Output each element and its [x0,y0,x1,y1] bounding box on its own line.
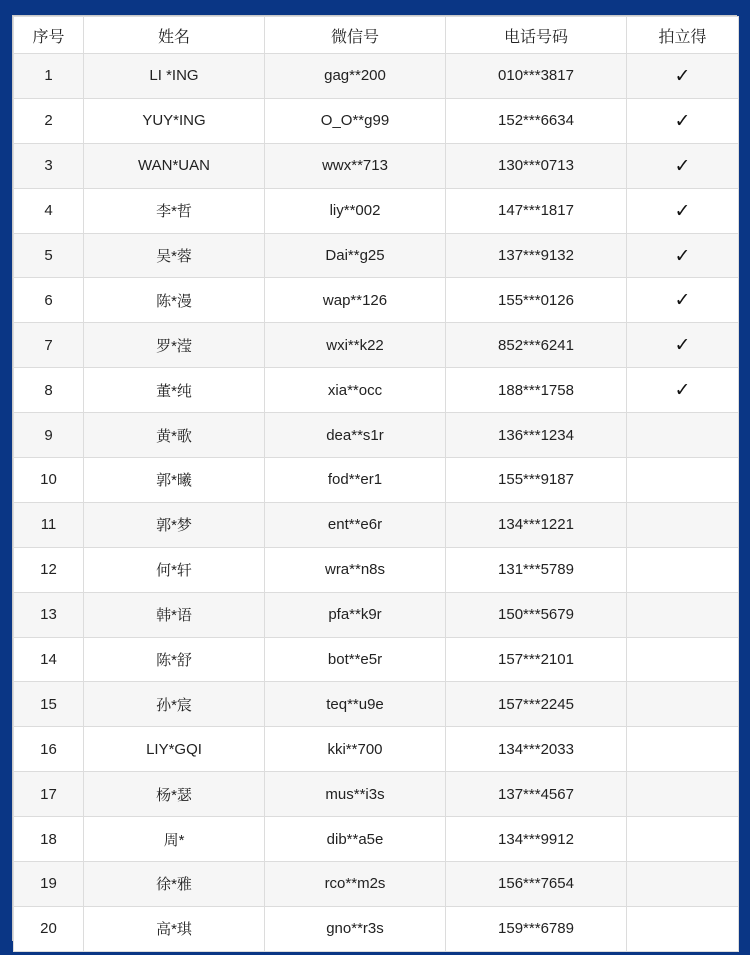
cell-index: 16 [14,727,84,772]
cell-phone: 134***9912 [446,817,627,862]
cell-name: WAN*UAN [84,143,265,188]
cell-name: 郭*梦 [84,502,265,547]
cell-phone: 147***1817 [446,188,627,233]
cell-wechat: Dai**g25 [265,233,446,278]
cell-wechat: dea**s1r [265,413,446,458]
cell-index: 1 [14,54,84,99]
table-row [14,458,739,503]
cell-index: 14 [14,637,84,682]
cell-polaroid [627,323,739,368]
cell-index: 9 [14,413,84,458]
table-row [14,682,739,727]
cell-name: 罗*滢 [84,323,265,368]
cell-polaroid [627,637,739,682]
table-row [14,592,739,637]
table-row [14,637,739,682]
cell-polaroid [627,98,739,143]
cell-phone: 130***0713 [446,143,627,188]
cell-index: 15 [14,682,84,727]
cell-index: 20 [14,906,84,951]
check-icon: ✓ [674,334,691,357]
cell-wechat: wap**126 [265,278,446,323]
check-icon: ✓ [674,244,691,267]
cell-polaroid [627,143,739,188]
cell-wechat: pfa**k9r [265,592,446,637]
cell-polaroid [627,278,739,323]
table-row [14,502,739,547]
cell-polaroid [627,592,739,637]
table-row [14,413,739,458]
cell-phone: 137***9132 [446,233,627,278]
cell-index: 6 [14,278,84,323]
table-row [14,547,739,592]
cell-name: 杨*瑟 [84,772,265,817]
cell-name: 郭*曦 [84,458,265,503]
cell-phone: 852***6241 [446,323,627,368]
cell-polaroid [627,772,739,817]
header-wechat: 微信号 [265,17,446,54]
cell-wechat: rco**m2s [265,862,446,907]
cell-wechat: wwx**713 [265,143,446,188]
cell-phone: 134***2033 [446,727,627,772]
cell-polaroid [627,458,739,503]
cell-wechat: gag**200 [265,54,446,99]
cell-wechat: liy**002 [265,188,446,233]
cell-phone: 152***6634 [446,98,627,143]
header-index: 序号 [14,17,84,54]
table-row [14,323,739,368]
cell-polaroid [627,547,739,592]
table-header-row [14,17,739,54]
cell-wechat: gno**r3s [265,906,446,951]
table-body [14,54,739,952]
cell-name: LIY*GQI [84,727,265,772]
winners-table-frame [12,15,737,941]
table-row [14,368,739,413]
cell-index: 19 [14,862,84,907]
cell-phone: 010***3817 [446,54,627,99]
cell-wechat: ent**e6r [265,502,446,547]
cell-index: 3 [14,143,84,188]
cell-wechat: wxi**k22 [265,323,446,368]
cell-phone: 156***7654 [446,862,627,907]
header-name: 姓名 [84,17,265,54]
cell-index: 7 [14,323,84,368]
cell-index: 12 [14,547,84,592]
cell-name: 陈*漫 [84,278,265,323]
cell-name: 陈*舒 [84,637,265,682]
check-icon: ✓ [674,109,691,132]
cell-name: 董*纯 [84,368,265,413]
cell-name: 韩*语 [84,592,265,637]
check-icon: ✓ [674,154,691,177]
cell-phone: 137***4567 [446,772,627,817]
cell-polaroid [627,727,739,772]
cell-name: 吴*蓉 [84,233,265,278]
cell-polaroid [627,682,739,727]
table-row [14,54,739,99]
table-row [14,772,739,817]
cell-index: 4 [14,188,84,233]
table-row [14,727,739,772]
table-row [14,278,739,323]
cell-index: 13 [14,592,84,637]
cell-phone: 157***2101 [446,637,627,682]
cell-phone: 150***5679 [446,592,627,637]
cell-polaroid [627,233,739,278]
table-row [14,188,739,233]
cell-name: 何*轩 [84,547,265,592]
cell-phone: 136***1234 [446,413,627,458]
cell-wechat: mus**i3s [265,772,446,817]
cell-name: 周* [84,817,265,862]
cell-index: 5 [14,233,84,278]
cell-name: 徐*雅 [84,862,265,907]
header-polaroid: 拍立得 [627,17,739,54]
cell-phone: 131***5789 [446,547,627,592]
cell-phone: 188***1758 [446,368,627,413]
cell-phone: 157***2245 [446,682,627,727]
cell-polaroid [627,413,739,458]
cell-name: LI *ING [84,54,265,99]
table-row [14,143,739,188]
cell-polaroid [627,502,739,547]
cell-polaroid [627,368,739,413]
table-row [14,862,739,907]
cell-polaroid [627,54,739,99]
cell-polaroid [627,862,739,907]
winners-table [13,16,739,952]
cell-name: YUY*ING [84,98,265,143]
cell-polaroid [627,188,739,233]
header-phone: 电话号码 [446,17,627,54]
cell-phone: 134***1221 [446,502,627,547]
cell-name: 李*哲 [84,188,265,233]
table-row [14,233,739,278]
cell-wechat: wra**n8s [265,547,446,592]
cell-wechat: O_O**g99 [265,98,446,143]
cell-phone: 159***6789 [446,906,627,951]
check-icon: ✓ [674,64,691,87]
cell-index: 11 [14,502,84,547]
table-row [14,98,739,143]
check-icon: ✓ [674,199,691,222]
cell-wechat: bot**e5r [265,637,446,682]
table-row [14,906,739,951]
cell-index: 18 [14,817,84,862]
cell-name: 孙*宸 [84,682,265,727]
table-row [14,817,739,862]
cell-index: 17 [14,772,84,817]
cell-name: 高*琪 [84,906,265,951]
cell-index: 10 [14,458,84,503]
cell-wechat: kki**700 [265,727,446,772]
cell-phone: 155***9187 [446,458,627,503]
cell-index: 2 [14,98,84,143]
cell-wechat: xia**occ [265,368,446,413]
cell-wechat: teq**u9e [265,682,446,727]
cell-wechat: fod**er1 [265,458,446,503]
cell-name: 黄*歌 [84,413,265,458]
check-icon: ✓ [674,289,691,312]
cell-polaroid [627,817,739,862]
cell-wechat: dib**a5e [265,817,446,862]
cell-index: 8 [14,368,84,413]
cell-polaroid [627,906,739,951]
cell-phone: 155***0126 [446,278,627,323]
check-icon: ✓ [674,379,691,402]
